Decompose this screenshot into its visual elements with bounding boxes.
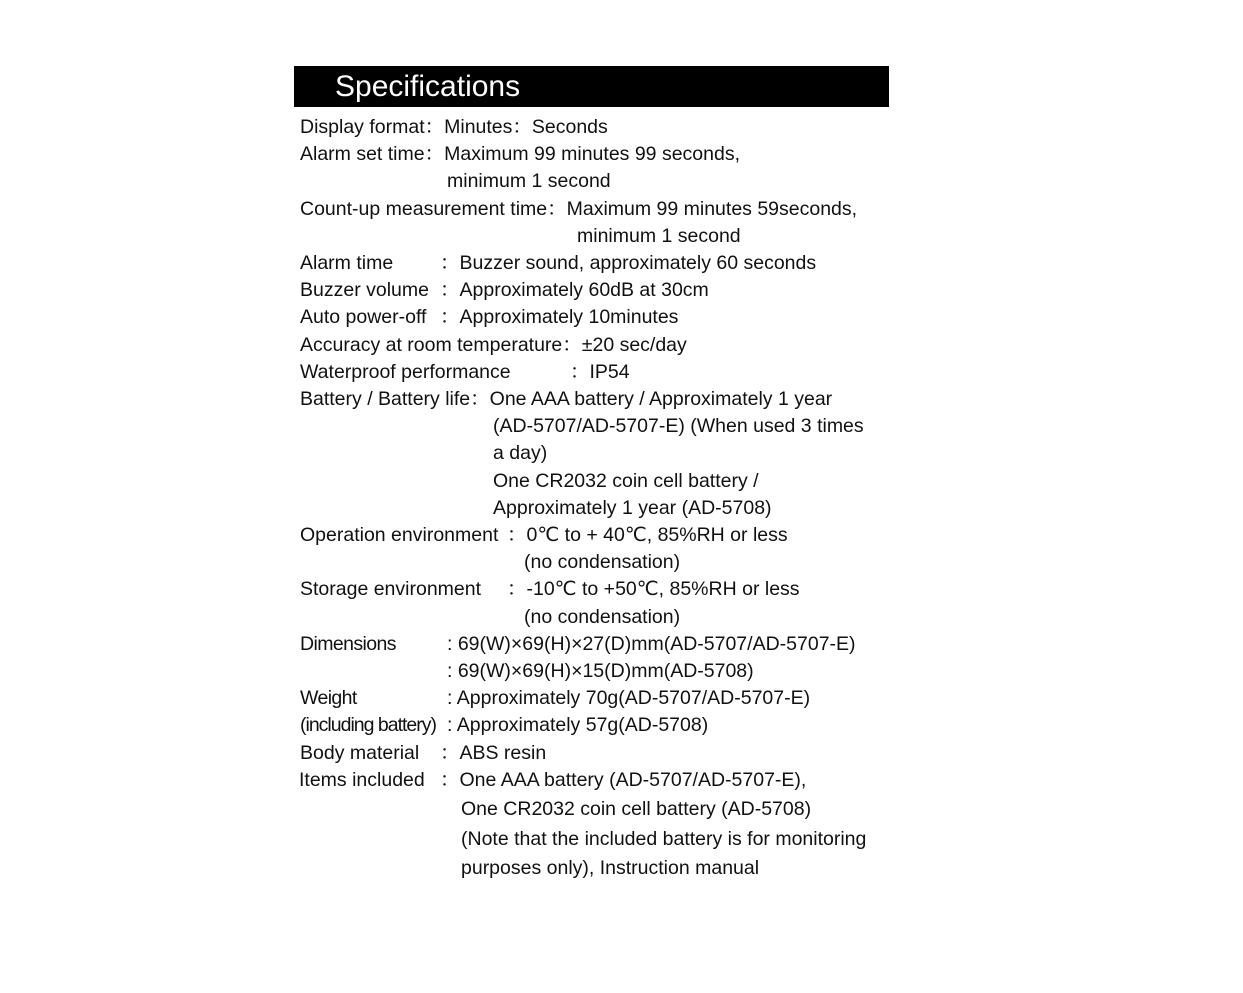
specifications-header-bar xyxy=(294,66,889,107)
spec-storage-env-cont: (no condensation) xyxy=(524,606,681,628)
page-title: Specifications xyxy=(335,70,521,103)
spec-items-included-cont-3: purposes only), Instruction manual xyxy=(461,857,760,879)
spec-weight-value-1: : Approximately 70g(AD-5707/AD-5707-E) xyxy=(447,687,811,709)
spec-operation-env-cont: (no condensation) xyxy=(524,551,681,573)
spec-display-format: Display format：Minutes：Seconds xyxy=(300,116,608,138)
spec-items-included-cont-2: (Note that the included battery is for monitoring xyxy=(461,828,867,850)
spec-dimensions-value-1: : 69(W)×69(H)×27(D)mm(AD-5707/AD-5707-E) xyxy=(447,633,856,655)
spec-battery-cont-3: One CR2032 coin cell battery / xyxy=(493,470,759,492)
spec-auto-power-off-value: ：Approximately 10minutes xyxy=(440,306,679,328)
spec-weight-label: Weight xyxy=(300,687,357,709)
spec-storage-env-label: Storage environment xyxy=(300,578,482,600)
spec-waterproof-label: Waterproof performance xyxy=(300,361,511,383)
spec-weight-value-2: : Approximately 57g(AD-5708) xyxy=(447,714,709,736)
spec-battery-cont-2: a day) xyxy=(493,442,548,464)
spec-storage-env-value: ：-10℃ to +50℃, 85%RH or less xyxy=(507,578,800,600)
spec-accuracy: Accuracy at room temperature：±20 sec/day xyxy=(300,334,687,356)
spec-body-material-label: Body material xyxy=(300,742,420,764)
spec-operation-env-value: ：0℃ to + 40℃, 85%RH or less xyxy=(507,524,788,546)
spec-dimensions-value-2: : 69(W)×69(H)×15(D)mm(AD-5708) xyxy=(447,660,754,682)
spec-count-up-time-cont: minimum 1 second xyxy=(577,225,741,247)
spec-alarm-set-time-cont: minimum 1 second xyxy=(447,170,611,192)
spec-buzzer-volume-value: ：Approximately 60dB at 30cm xyxy=(440,279,709,301)
spec-battery-cont-1: (AD-5707/AD-5707-E) (When used 3 times xyxy=(493,415,864,437)
spec-waterproof-value: ：IP54 xyxy=(570,361,630,383)
spec-alarm-time-label: Alarm time xyxy=(300,252,394,274)
spec-auto-power-off-label: Auto power-off xyxy=(300,306,427,328)
spec-battery-cont-4: Approximately 1 year (AD-5708) xyxy=(493,497,772,519)
spec-battery: Battery / Battery life：One AAA battery / Approximately 1 year xyxy=(300,388,833,410)
spec-buzzer-volume-label: Buzzer volume xyxy=(300,279,429,301)
spec-dimensions-label: Dimensions xyxy=(300,633,396,655)
spec-items-included-value: ：One AAA battery (AD-5707/AD-5707-E), xyxy=(440,769,807,791)
spec-items-included-label: Items included xyxy=(299,769,425,791)
spec-alarm-set-time: Alarm set time：Maximum 99 minutes 99 seconds, xyxy=(300,143,740,165)
spec-alarm-time-value: ：Buzzer sound, approximately 60 seconds xyxy=(440,252,817,274)
spec-count-up-time: Count-up measurement time：Maximum 99 minutes 59seconds, xyxy=(300,198,858,220)
spec-body-material-value: ：ABS resin xyxy=(440,742,547,764)
spec-weight-label-cont: (including battery) xyxy=(300,714,436,736)
spec-operation-env-label: Operation environment xyxy=(300,524,499,546)
spec-items-included-cont-1: One CR2032 coin cell battery (AD-5708) xyxy=(461,798,812,820)
